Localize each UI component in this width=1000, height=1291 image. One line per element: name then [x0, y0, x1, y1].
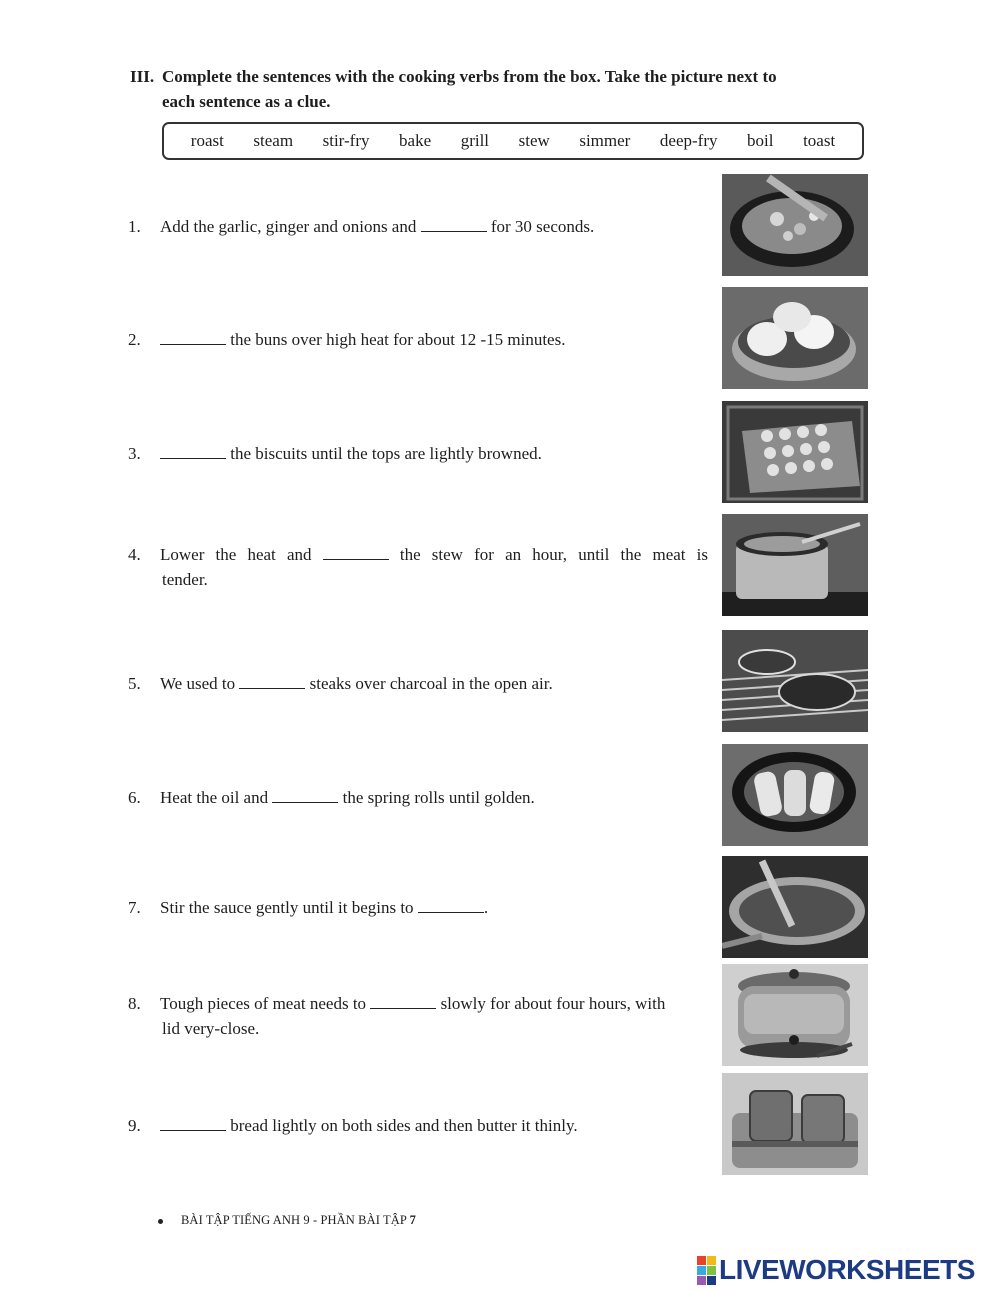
- question-text-after: the biscuits until the tops are lightly browned.: [230, 444, 542, 463]
- word-box-item: simmer: [579, 131, 631, 150]
- question-6: [128, 785, 708, 810]
- grilled-steak-photo: [722, 630, 868, 732]
- word-box-item: toast: [803, 131, 836, 150]
- answer-blank-1[interactable]: [421, 214, 487, 232]
- question-7: [128, 895, 708, 920]
- question-text-before: Lower the heat and: [160, 545, 312, 564]
- question-text-after: steaks over charcoal in the open air.: [309, 674, 553, 693]
- steamed-buns-photo: [722, 287, 868, 389]
- exercise-instruction-line2: each sentence as a clue.: [162, 92, 331, 111]
- answer-blank-2[interactable]: [160, 327, 226, 345]
- word-box: [162, 122, 864, 160]
- exercise-number: III.: [130, 67, 155, 86]
- question-1: [128, 214, 708, 239]
- answer-blank-9[interactable]: [160, 1113, 226, 1131]
- question-text-after: the buns over high heat for about 12 -15 minutes.: [230, 330, 566, 349]
- pot-on-stove-photo: [722, 514, 868, 616]
- question-number: 1.: [128, 217, 141, 236]
- slow-cooker-photo: [722, 964, 868, 1066]
- question-number: 3.: [128, 444, 141, 463]
- word-box-item: stew: [518, 131, 550, 150]
- question-4: [128, 542, 708, 592]
- question-text-line2: lid very-close.: [162, 1019, 260, 1038]
- word-box-item: boil: [747, 131, 774, 150]
- question-text-after: the spring rolls until golden.: [342, 788, 535, 807]
- word-box-item: steam: [253, 131, 294, 150]
- question-number: 7.: [128, 898, 141, 917]
- footer-number: 7: [409, 1213, 416, 1227]
- word-box-item: roast: [190, 131, 224, 150]
- word-box-item: bake: [399, 131, 432, 150]
- question-text-after: bread lightly on both sides and then butter it thinly.: [230, 1116, 578, 1135]
- question-text-after: slowly for about four hours, with: [440, 994, 666, 1013]
- question-5: [128, 671, 708, 696]
- answer-blank-6[interactable]: [272, 785, 338, 803]
- bullet-icon: [158, 1219, 163, 1224]
- answer-blank-3[interactable]: [160, 441, 226, 459]
- question-text-before: We used to: [160, 674, 236, 693]
- liveworksheets-logo[interactable]: [697, 1254, 975, 1286]
- word-box-item: grill: [460, 131, 490, 150]
- question-9: [128, 1113, 708, 1138]
- question-2: [128, 327, 708, 352]
- answer-blank-7[interactable]: [418, 895, 484, 913]
- liveworksheets-logo-text: LIVEWORKSHEETS: [719, 1254, 975, 1285]
- sauce-pan-photo: [722, 856, 868, 958]
- question-text-after: the stew for an hour, until the meat is: [399, 545, 709, 564]
- exercise-instruction-line1: Complete the sentences with the cooking verbs from the box. Take the picture next to: [162, 67, 777, 86]
- question-text-line2: tender.: [162, 570, 208, 589]
- footer-text: BÀI TẬP TIẾNG ANH 9 - PHẦN BÀI TẬP: [181, 1213, 407, 1227]
- question-text-before: Add the garlic, ginger and onions and: [160, 217, 417, 236]
- oven-biscuits-photo: [722, 401, 868, 503]
- question-number: 8.: [128, 994, 141, 1013]
- footer: [158, 1213, 416, 1228]
- word-box-item: deep-fry: [659, 131, 718, 150]
- question-3: [128, 441, 708, 466]
- question-text-after: .: [483, 898, 489, 917]
- answer-blank-8[interactable]: [370, 991, 436, 1009]
- word-box-item: stir-fry: [322, 131, 370, 150]
- frying-spring-rolls-photo: [722, 744, 868, 846]
- question-number: 6.: [128, 788, 141, 807]
- stir-fry-wok-photo: [722, 174, 868, 276]
- answer-blank-5[interactable]: [239, 671, 305, 689]
- question-text-before: Stir the sauce gently until it begins to: [160, 898, 414, 917]
- question-text-before: Heat the oil and: [160, 788, 269, 807]
- question-number: 2.: [128, 330, 141, 349]
- question-text-after: for 30 seconds.: [490, 217, 595, 236]
- answer-blank-4[interactable]: [323, 542, 389, 560]
- toaster-photo: [722, 1073, 868, 1175]
- question-number: 4.: [128, 545, 141, 564]
- question-number: 9.: [128, 1116, 141, 1135]
- liveworksheets-logo-icon: [697, 1256, 716, 1285]
- question-number: 5.: [128, 674, 141, 693]
- question-text-before: Tough pieces of meat needs to: [160, 994, 367, 1013]
- exercise-heading: [130, 64, 872, 114]
- question-8: [128, 991, 708, 1041]
